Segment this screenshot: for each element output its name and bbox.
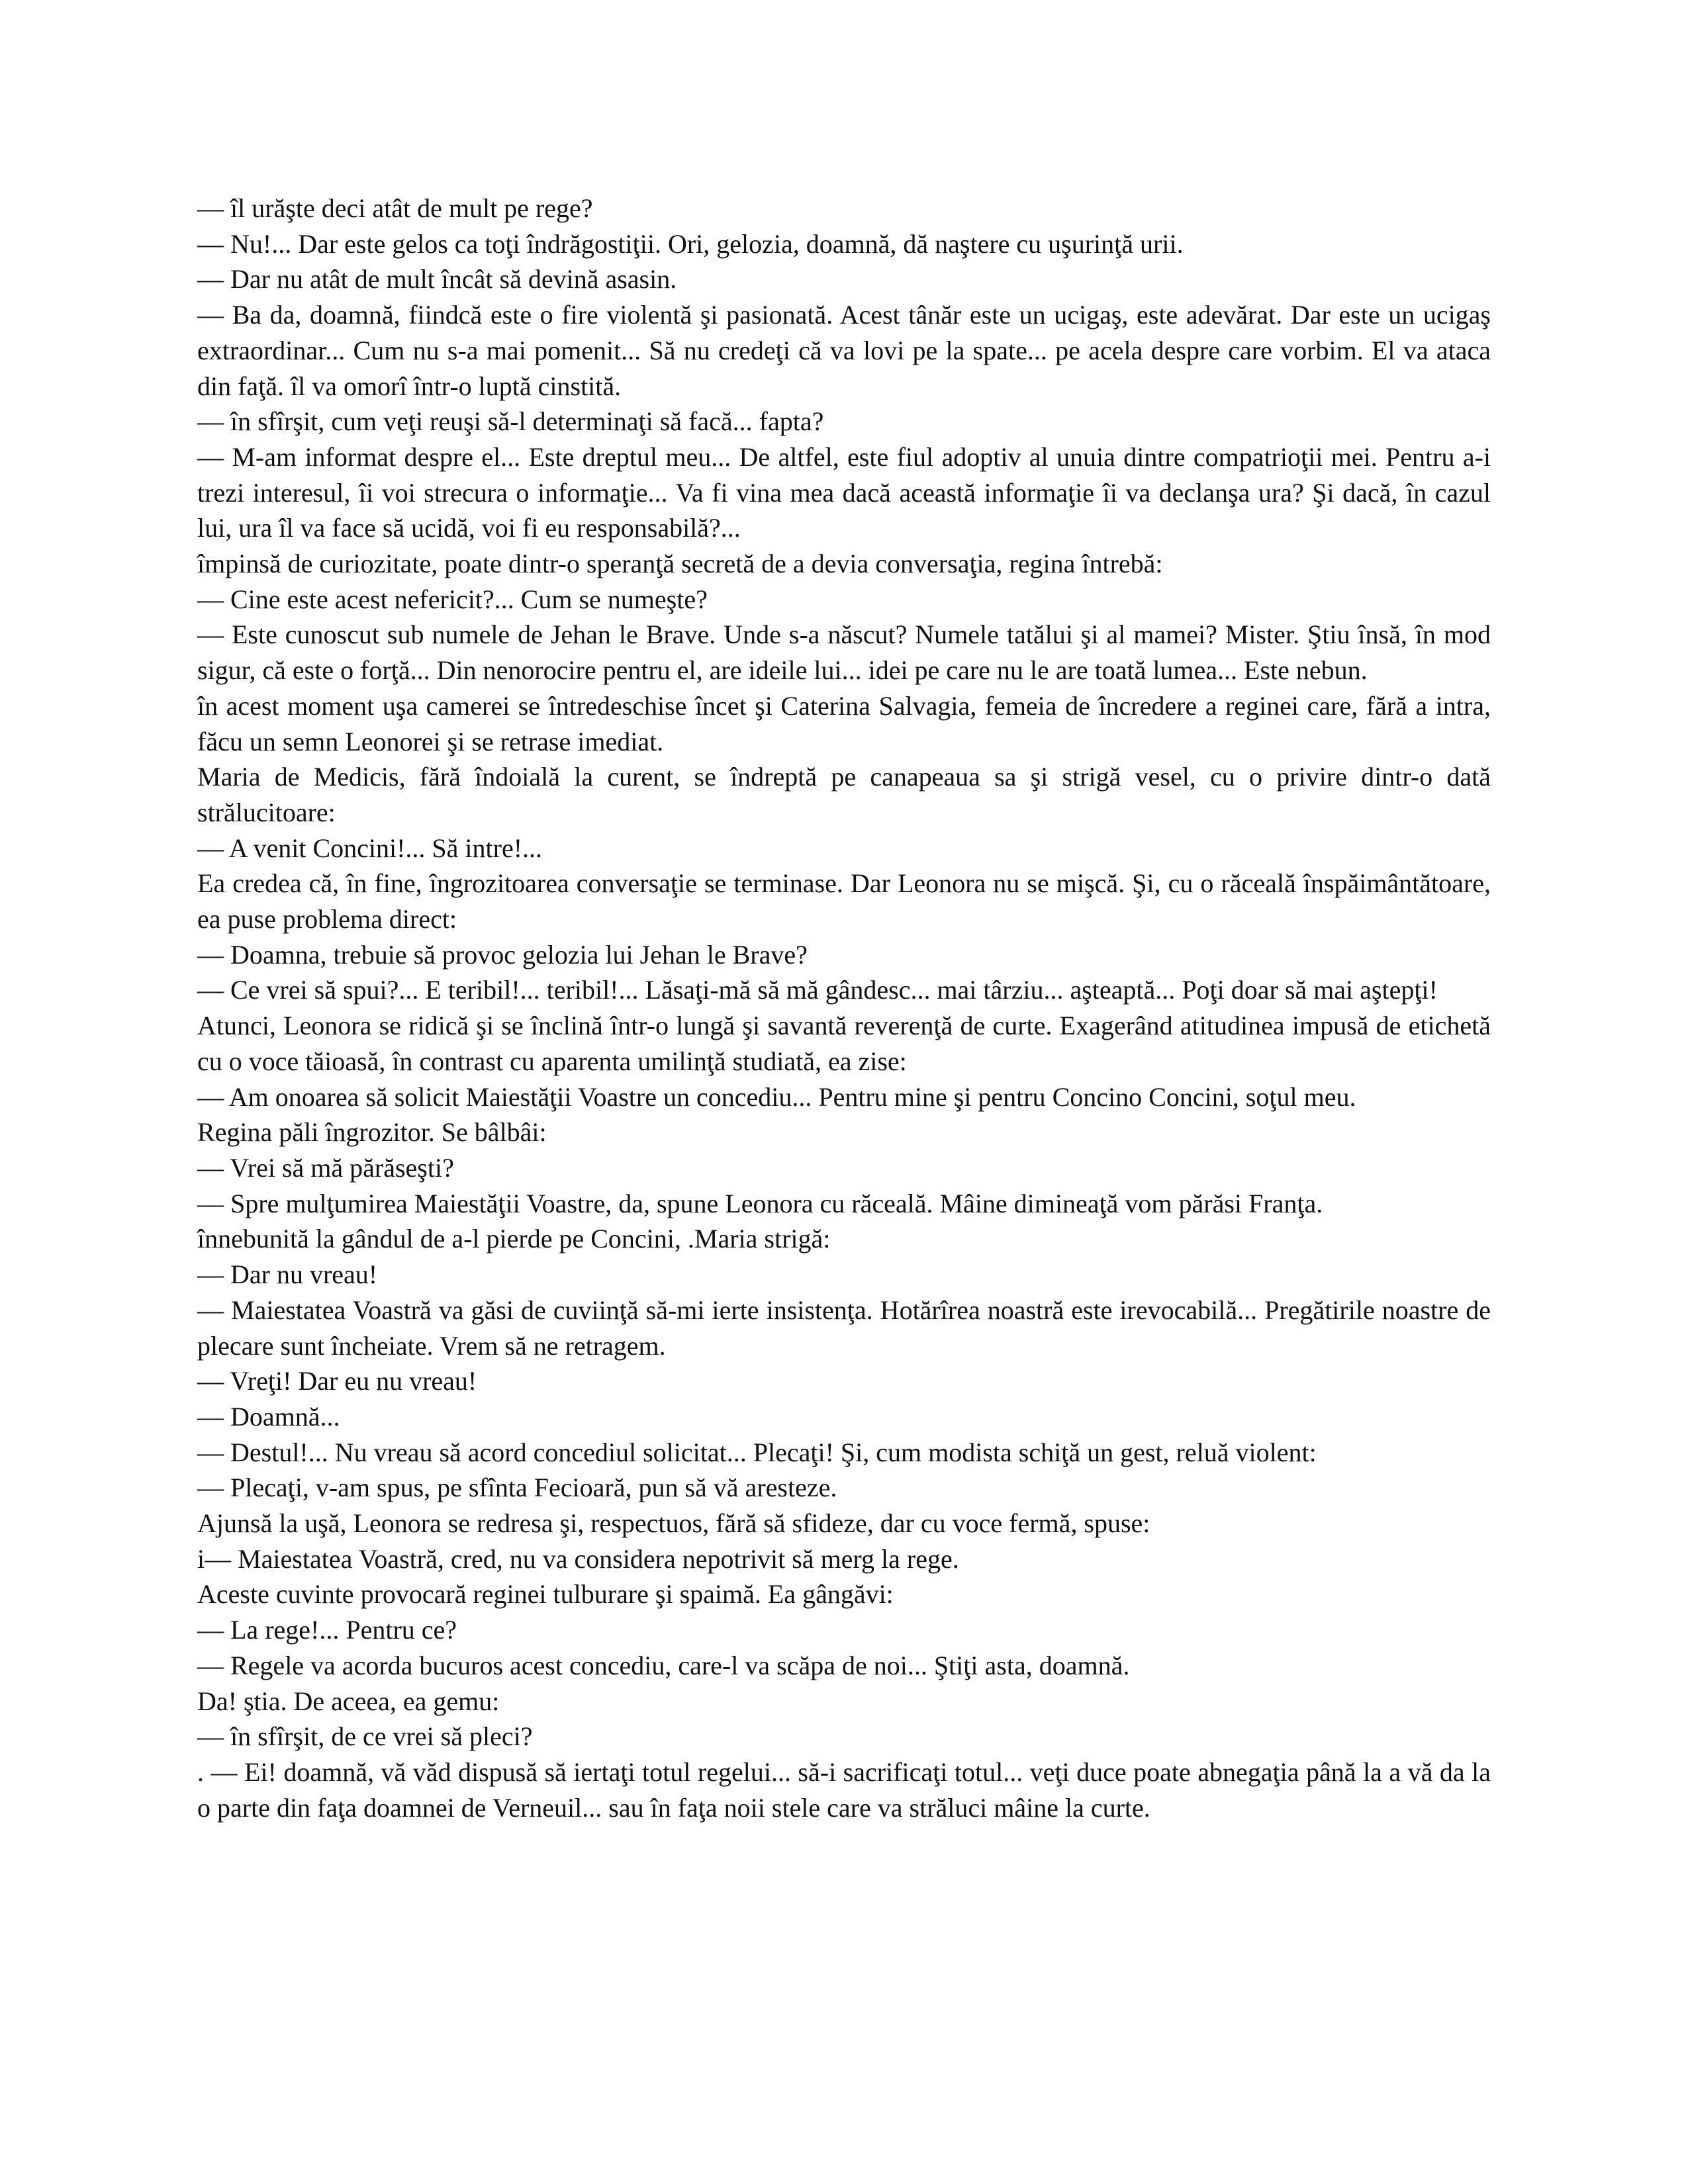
paragraph-13: Ea credea că, în fine, îngrozitoarea conversaţie se terminase. Dar Leonora nu se mişcă. Şi, cu o răceală înspăimântătoare, ea puse problema direct: [197, 868, 1491, 934]
paragraph-5: — în sfîrşit, cum veţi reuşi să-l determinaţi să facă... fapta? [197, 406, 824, 437]
paragraph-3: — Dar nu atât de mult încât să devină asasin. [197, 264, 677, 295]
paragraph-1: — îl urăşte deci atât de mult pe rege? [197, 193, 593, 223]
paragraph-29: i— Maiestatea Voastră, cred, nu va considera nepotrivit să merg la rege. [197, 1543, 959, 1574]
paragraph-21: înnebunită la gândul de a-l pierde pe Concini, .Maria strigă: [197, 1224, 831, 1254]
paragraph-27: — Plecaţi, v-am spus, pe sfînta Fecioară, pun să vă aresteze. [197, 1473, 837, 1503]
paragraph-19: — Vrei să mă părăseşti? [197, 1152, 454, 1183]
paragraph-33: Da! ştia. De aceea, ea gemu: [197, 1686, 500, 1716]
paragraph-9: — Este cunoscut sub numele de Jehan le Brave. Unde s-a născut? Numele tatălui şi al mamei? Mister. Ştiu însă, în mod sigur, că este o forţă... Din nenorocire pentru el, are ideile lui... idei pe care nu le are toată lumea... Este nebun. [197, 619, 1491, 686]
paragraph-22: — Dar nu vreau! [197, 1259, 378, 1290]
paragraph-18: Regina păli îngrozitor. Se bâlbâi: [197, 1117, 547, 1148]
paragraph-32: — Regele va acorda bucuros acest concediu, care-l va scăpa de noi... Ştiţi asta, doamnă. [197, 1650, 1130, 1680]
paragraph-17: — Am onoarea să solicit Maiestăţii Voastre un concediu... Pentru mine şi pentru Concino Concini, soţul meu. [197, 1081, 1356, 1112]
paragraph-35: . — Ei! doamnă, vă văd dispusă să iertaţi totul regelui... să-i sacrificaţi totul... veţi duce poate abnegaţia până la a vă da la o parte din faţa doamnei de Verneuil... sau în faţa noii stele care va străluci mâine la curte. [197, 1756, 1491, 1823]
paragraph-20: — Spre mulţumirea Maiestăţii Voastre, da, spune Leonora cu răceală. Mâine dimineaţă vom părăsi Franţa. [197, 1188, 1323, 1218]
paragraph-8: — Cine este acest nefericit?... Cum se numeşte? [197, 584, 708, 614]
paragraph-12: — A venit Concini!... Să intre!... [197, 833, 543, 863]
paragraph-28: Ajunsă la uşă, Leonora se redresa şi, respectuos, fără să sfideze, dar cu voce fermă, spuse: [197, 1508, 1150, 1539]
paragraph-31: — La rege!... Pentru ce? [197, 1615, 457, 1645]
paragraph-14: — Doamna, trebuie să provoc gelozia lui Jehan le Brave? [197, 939, 808, 970]
paragraph-30: Aceste cuvinte provocară reginei tulburare şi spaimă. Ea gângăvi: [197, 1579, 894, 1610]
paragraph-2: — Nu!... Dar este gelos ca toţi îndrăgostiţii. Ori, gelozia, doamnă, dă naştere cu uşurinţă urii. [197, 228, 1184, 259]
paragraph-4: — Ba da, doamnă, fiindcă este o fire violentă şi pasionată. Acest tânăr este un ucigaş, este adevărat. Dar este un ucigaş extraordinar... Cum nu s-a mai pomenit... Să nu credeţi că va lovi pe la spate... pe acela despre care vorbim. El va ataca din faţă. îl va omorî într-o luptă cinstită. [197, 300, 1491, 401]
paragraph-7: împinsă de curiozitate, poate dintr-o speranţă secretă de a devia conversaţia, regina întrebă: [197, 549, 1163, 579]
paragraph-15: — Ce vrei să spui?... E teribil!... teribil!... Lăsaţi-mă să mă gândesc... mai târziu... aşteaptă... Poţi doar să mai aştepţi! [197, 975, 1438, 1005]
paragraph-34: — în sfîrşit, de ce vrei să pleci? [197, 1721, 533, 1752]
paragraph-6: — M-am informat despre el... Este dreptul meu... De altfel, este fiul adoptiv al unuia dintre compatrioţii mei. Pentru a-i trezi interesul, îi voi strecura o informaţie... Va fi vina mea dacă această informaţie îi va declanşa ura? Şi dacă, în cazul lui, ura îl va face să ucidă, voi fi eu responsabilă?... [197, 441, 1491, 543]
paragraph-10: în acest moment uşa camerei se întredeschise încet şi Caterina Salvagia, femeia de încredere a reginei care, fără a intra, făcu un semn Leonorei şi se retrase imediat. [197, 690, 1491, 756]
paragraph-11: Maria de Medicis, fără îndoială la curent, se îndreptă pe canapeaua sa şi strigă vesel, cu o privire dintr-o dată strălucitoare: [197, 762, 1491, 827]
paragraph-26: — Destul!... Nu vreau să acord concediul solicitat... Plecaţi! Şi, cum modista schiţă un gest, reluă violent: [197, 1437, 1317, 1467]
paragraph-23: — Maiestatea Voastră va găsi de cuviinţă să-mi ierte insistenţa. Hotărîrea noastră este irevocabilă... Pregătirile noastre de plecare sunt încheiate. Vrem să ne retragem. [197, 1295, 1491, 1361]
paragraph-24: — Vreţi! Dar eu nu vreau! [197, 1366, 477, 1396]
paragraph-16: Atunci, Leonora se ridică şi se înclină într-o lungă şi savantă reverenţă de curte. Exagerând atitudinea impusă de etichetă cu o voce tăioasă, în contrast cu aparenta umilinţă studiată, ea zise: [197, 1011, 1491, 1076]
document-page [197, 191, 1491, 1825]
paragraph-25: — Doamnă... [197, 1401, 340, 1432]
